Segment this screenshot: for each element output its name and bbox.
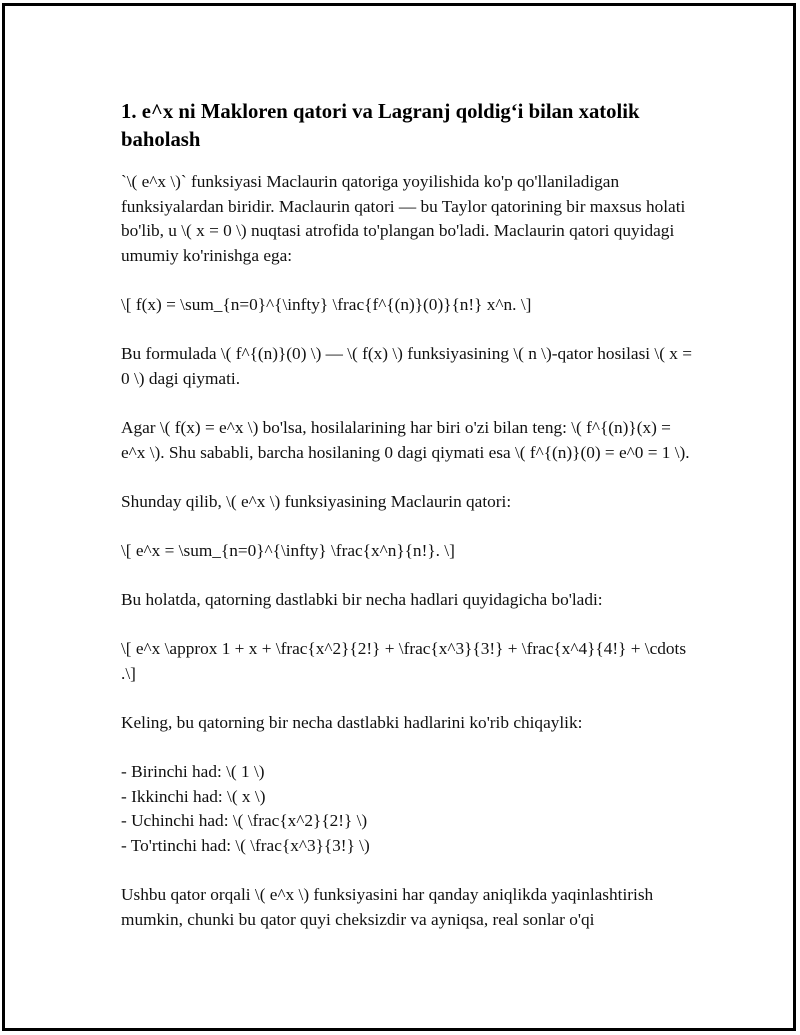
exp-series-formula: \[ e^x = \sum_{n=0}^{\infty} \frac{x^n}{n!}. \] bbox=[121, 540, 455, 560]
section-title: 1. e^x ni Makloren qatori va Lagranj qoldig‘i bilan xatolik baholash bbox=[121, 101, 640, 151]
exp-expansion-formula: \[ e^x \approx 1 + x + \frac{x^2}{2!} + \frac{x^3}{3!} + \frac{x^4}{4!} + \cdots .\] bbox=[121, 639, 687, 683]
terms-list bbox=[121, 760, 696, 858]
list-item: - Birinchi had: \( 1 \) bbox=[121, 762, 265, 782]
thus-paragraph: Shunday qilib, \( e^x \) funksiyasining Maclaurin qatori: bbox=[121, 491, 512, 511]
intro-paragraph: `\( e^x \)` funksiyasi Maclaurin qatoriga yoyilishida ko'p qo'llaniladigan funksiyalardan biridir. Maclaurin qatori — bu Taylor qatorining bir maxsus holati bo'lib, u \( x = 0 \) nuqtasi atrofida to'plangan bo'ladi. Maclaurin qatori quyidagi umumiy ko'rinishga ega: bbox=[121, 172, 686, 265]
page-frame bbox=[2, 3, 796, 1031]
lets-see-paragraph: Keling, bu qatorning bir necha dastlabki hadlarini ko'rib chiqaylik: bbox=[121, 713, 583, 733]
document-body bbox=[121, 98, 696, 957]
exp-case-paragraph: Agar \( f(x) = e^x \) bo'lsa, hosilalarining har biri o'zi bilan teng: \( f^{(n)}(x) = e^x \). Shu sababli, barcha hosilaning 0 dagi qiymati esa \( f^{(n)}(0) = e^0 = 1 \). bbox=[121, 417, 690, 462]
list-item: - To'rtinchi had: \( \frac{x^3}{3!} \) bbox=[121, 836, 370, 856]
closing-paragraph: Ushbu qator orqali \( e^x \) funksiyasini har qanday aniqlikda yaqinlashtirish mumkin, chunki bu qator quyi cheksizdir va ayniqsa, real sonlar o'qi bbox=[121, 885, 654, 929]
derivative-explanation-paragraph: Bu formulada \( f^{(n)}(0) \) — \( f(x) \) funksiyasining \( n \)-qator hosilasi \( x = 0 \) dagi qiymati. bbox=[121, 344, 692, 388]
general-maclaurin-formula: \[ f(x) = \sum_{n=0}^{\infty} \frac{f^{(n)}(0)}{n!} x^n. \] bbox=[121, 294, 532, 314]
list-item: - Uchinchi had: \( \frac{x^2}{2!} \) bbox=[121, 811, 368, 831]
list-item: - Ikkinchi had: \( x \) bbox=[121, 786, 266, 806]
first-terms-intro-paragraph: Bu holatda, qatorning dastlabki bir necha hadlari quyidagicha bo'ladi: bbox=[121, 590, 603, 610]
